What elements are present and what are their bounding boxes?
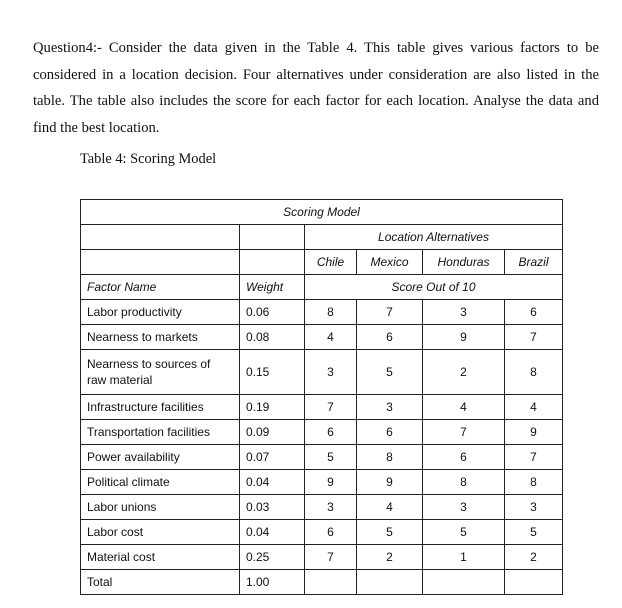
table-title: Scoring Model [81,200,563,225]
score-honduras: 5 [423,520,505,545]
score-honduras: 3 [423,495,505,520]
score-mexico: 9 [357,470,423,495]
column-header-row [81,275,563,300]
factor-name-header: Factor Name [81,275,240,300]
table-row [81,325,563,350]
score-mexico: 7 [357,300,423,325]
score-mexico: 3 [357,395,423,420]
score-chile: 6 [305,520,357,545]
score-mexico: 8 [357,445,423,470]
table-row [81,300,563,325]
location-alternatives-header: Location Alternatives [305,225,563,250]
score-chile: 3 [305,495,357,520]
weight-value: 0.15 [240,350,305,395]
score-chile: 8 [305,300,357,325]
score-honduras: 9 [423,325,505,350]
table-row [81,470,563,495]
empty-cell [81,225,240,250]
score-honduras: 8 [423,470,505,495]
title-row [81,200,563,225]
table-row [81,495,563,520]
score-brazil: 5 [505,520,563,545]
factor-name: Infrastructure facilities [81,395,240,420]
score-chile: 7 [305,545,357,570]
factor-name: Material cost [81,545,240,570]
weight-value: 0.09 [240,420,305,445]
factor-name: Political climate [81,470,240,495]
table-row [81,350,563,395]
factor-name: Transportation facilities [81,420,240,445]
factor-name: Nearness to sources of raw material [81,350,240,395]
score-mexico: 4 [357,495,423,520]
score-honduras: 7 [423,420,505,445]
table-row [81,545,563,570]
group-header-row [81,225,563,250]
weight-value: 0.06 [240,300,305,325]
score-mexico: 5 [357,520,423,545]
location-mexico-header: Mexico [357,250,423,275]
score-mexico: 5 [357,350,423,395]
score-brazil: 4 [505,395,563,420]
score-chile: 9 [305,470,357,495]
score-chile: 4 [305,325,357,350]
table-row [81,395,563,420]
total-weight: 1.00 [240,570,305,595]
total-label: Total [81,570,240,595]
weight-value: 0.04 [240,470,305,495]
empty-cell [240,225,305,250]
table-caption: Table 4: Scoring Model [80,151,217,167]
score-honduras: 6 [423,445,505,470]
location-brazil-header: Brazil [505,250,563,275]
weight-value: 0.25 [240,545,305,570]
score-honduras: 2 [423,350,505,395]
score-honduras: 1 [423,545,505,570]
score-brazil: 7 [505,325,563,350]
scoring-model-table [80,199,563,595]
score-mexico: 6 [357,420,423,445]
empty-cell [305,570,357,595]
weight-value: 0.04 [240,520,305,545]
weight-value: 0.07 [240,445,305,470]
score-honduras: 4 [423,395,505,420]
score-chile: 3 [305,350,357,395]
score-brazil: 7 [505,445,563,470]
table-row [81,520,563,545]
factor-name: Labor unions [81,495,240,520]
empty-cell [357,570,423,595]
empty-cell [240,250,305,275]
location-chile-header: Chile [305,250,357,275]
score-brazil: 8 [505,470,563,495]
score-brazil: 9 [505,420,563,445]
score-mexico: 2 [357,545,423,570]
table-row [81,445,563,470]
location-honduras-header: Honduras [423,250,505,275]
score-chile: 6 [305,420,357,445]
empty-cell [81,250,240,275]
empty-cell [505,570,563,595]
score-brazil: 6 [505,300,563,325]
score-mexico: 6 [357,325,423,350]
score-brazil: 2 [505,545,563,570]
table-row [81,420,563,445]
score-brazil: 8 [505,350,563,395]
locations-header-row [81,250,563,275]
empty-cell [423,570,505,595]
question-text: Question4:- Consider the data given in the Table 4. This table gives various factors to be considered in a location decision. Four alternatives under consideration are also listed in the table. The table also includes the score for each factor for each location. Analyse the data and find the best location. [33,40,599,136]
factor-name: Nearness to markets [81,325,240,350]
weight-header: Weight [240,275,305,300]
total-row [81,570,563,595]
score-chile: 7 [305,395,357,420]
weight-value: 0.08 [240,325,305,350]
factor-name: Labor productivity [81,300,240,325]
weight-value: 0.03 [240,495,305,520]
score-honduras: 3 [423,300,505,325]
weight-value: 0.19 [240,395,305,420]
score-chile: 5 [305,445,357,470]
score-header: Score Out of 10 [305,275,563,300]
factor-name: Power availability [81,445,240,470]
score-brazil: 3 [505,495,563,520]
factor-name: Labor cost [81,520,240,545]
